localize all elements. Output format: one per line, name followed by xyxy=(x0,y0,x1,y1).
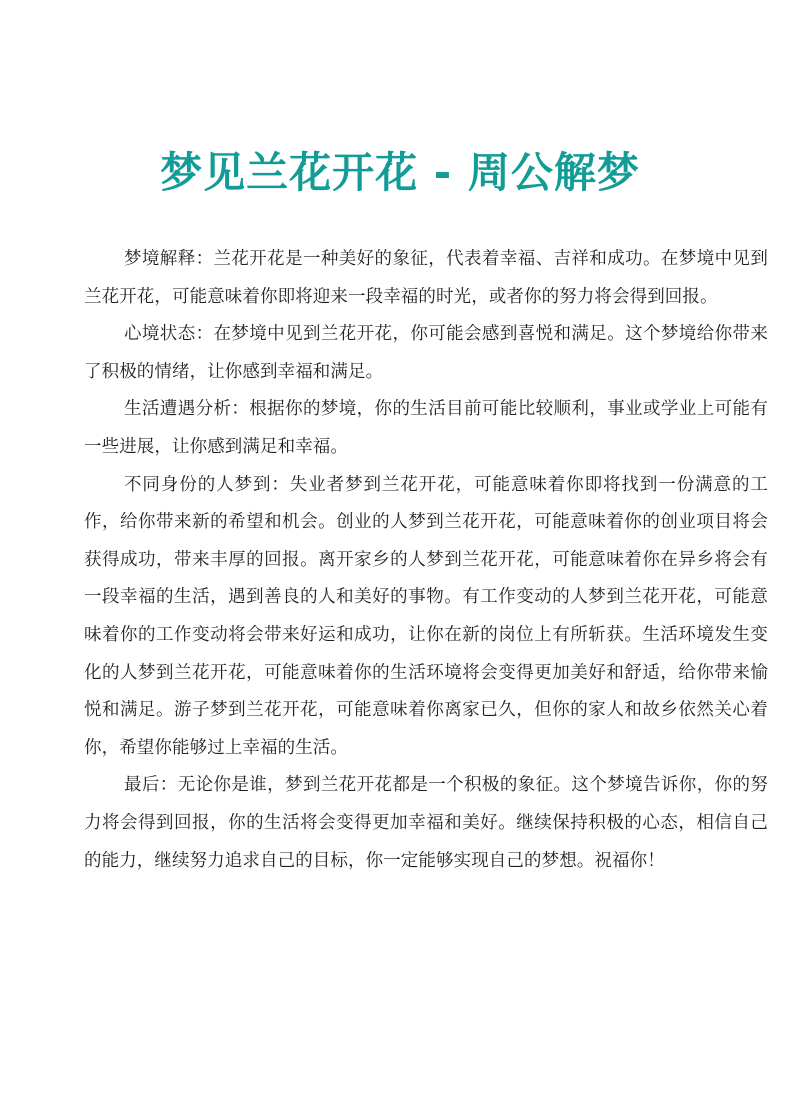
paragraph-dream-interpretation: 梦境解释：兰花开花是一种美好的象征，代表着幸福、吉祥和成功。在梦境中见到兰花开花，可能意味着你即将迎来一段幸福的时光，或者你的努力将会得到回报。 xyxy=(84,249,768,307)
paragraph-mood-state: 心境状态：在梦境中见到兰花开花，你可能会感到喜悦和满足。这个梦境给你带来了积极的情绪，让你感到幸福和满足。 xyxy=(84,324,768,382)
paragraph-different-identities: 不同身份的人梦到：失业者梦到兰花开花，可能意味着你即将找到一份满意的工作，给你带来新的希望和机会。创业的人梦到兰花开花，可能意味着你的创业项目将会获得成功，带来丰厚的回报。离开家乡的人梦到兰花开花，可能意味着你在异乡将会有一段幸福的生活，遇到善良的人和美好的事物。有工作变动的人梦到兰花开花，可能意味着你的工作变动将会带来好运和成功，让你在新的岗位上有所斩获。生活环境发生变化的人梦到兰花开花，可能意味着你的生活环境将会变得更加美好和舒适，给你带来愉悦和满足。游子梦到兰花开花，可能意味着你离家已久，但你的家人和故乡依然关心着你，希望你能够过上幸福的生活。 xyxy=(84,474,768,758)
paragraph-conclusion: 最后：无论你是谁，梦到兰花开花都是一个积极的象征。这个梦境告诉你，你的努力将会得到回报，你的生活将会变得更加幸福和美好。继续保持积极的心态，相信自己的能力，继续努力追求自己的目标，你一定能够实现自己的梦想。祝福你！ xyxy=(84,775,768,871)
article-body xyxy=(84,241,768,880)
page-title: 梦见兰花开花 - 周公解梦 xyxy=(160,148,640,197)
paragraph-life-analysis: 生活遭遇分析：根据你的梦境，你的生活目前可能比较顺利，事业或学业上可能有一些进展，让你感到满足和幸福。 xyxy=(84,399,768,457)
